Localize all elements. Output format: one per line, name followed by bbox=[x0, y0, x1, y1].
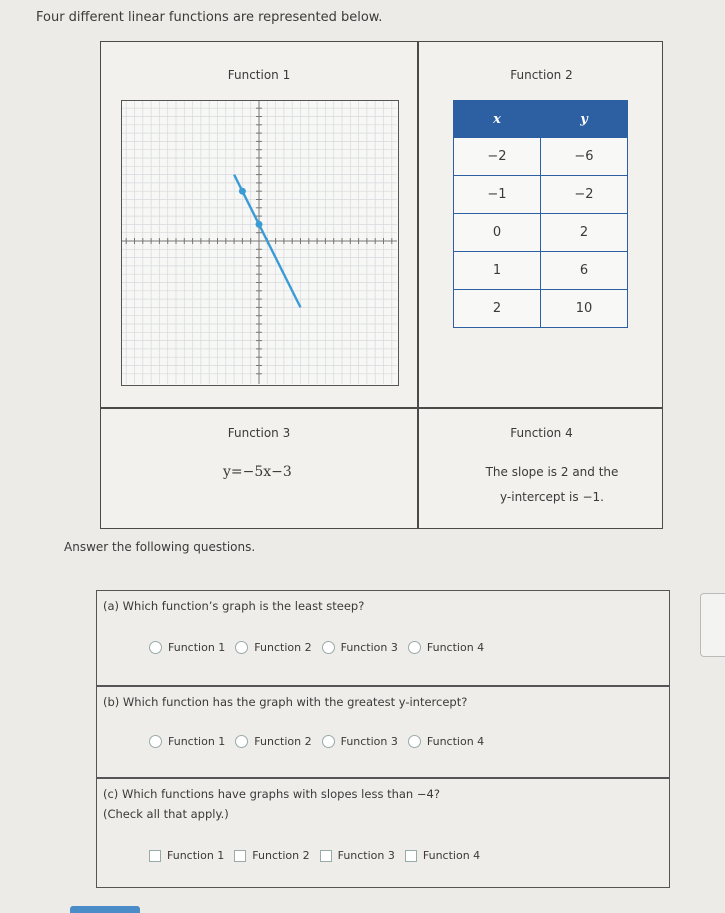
option-label: Function 4 bbox=[422, 849, 481, 862]
radio-button[interactable] bbox=[235, 735, 248, 748]
qc-option-4[interactable] bbox=[405, 849, 480, 862]
option-label: Function 2 bbox=[254, 641, 312, 654]
qa-option-2[interactable] bbox=[235, 641, 311, 654]
table-cell-y: −2 bbox=[541, 176, 628, 214]
qc-option-2[interactable] bbox=[234, 849, 309, 862]
table-cell-y: −6 bbox=[541, 138, 628, 176]
side-panel-tab[interactable] bbox=[700, 593, 725, 657]
function4-description bbox=[447, 460, 657, 510]
question-b-options bbox=[149, 735, 488, 748]
table-row bbox=[454, 176, 628, 214]
checkbox[interactable] bbox=[320, 850, 332, 862]
qb-option-4[interactable] bbox=[408, 735, 484, 748]
table-cell-y: 10 bbox=[541, 290, 628, 328]
table-cell-x: 1 bbox=[454, 252, 541, 290]
radio-button[interactable] bbox=[322, 735, 335, 748]
function3-equation: y=−5x−3 bbox=[223, 464, 292, 480]
qa-option-4[interactable] bbox=[408, 641, 484, 654]
table-row bbox=[454, 252, 628, 290]
option-label: Function 4 bbox=[426, 641, 485, 654]
function1-title: Function 1 bbox=[227, 68, 291, 82]
option-label: Function 3 bbox=[340, 735, 398, 748]
table-header-x: x bbox=[454, 101, 541, 138]
table-row bbox=[454, 290, 628, 328]
bottom-button[interactable] bbox=[70, 906, 140, 913]
checkbox[interactable] bbox=[405, 850, 417, 862]
table-cell-x: −1 bbox=[454, 176, 541, 214]
questions-box bbox=[96, 590, 670, 888]
function1-graph-svg bbox=[122, 101, 397, 384]
function1-point bbox=[256, 221, 263, 228]
checkbox[interactable] bbox=[234, 850, 246, 862]
option-label: Function 2 bbox=[252, 849, 310, 862]
table-cell-x: 0 bbox=[454, 214, 541, 252]
question-c-options bbox=[149, 849, 484, 862]
qc-option-3[interactable] bbox=[320, 849, 395, 862]
answer-header: Answer the following questions. bbox=[64, 540, 256, 554]
radio-button[interactable] bbox=[408, 641, 421, 654]
option-label: Function 2 bbox=[254, 735, 312, 748]
intro-text: Four different linear functions are represented below. bbox=[36, 10, 383, 25]
question-separator bbox=[97, 685, 669, 687]
grid-divider-horizontal bbox=[101, 407, 662, 409]
checkbox[interactable] bbox=[149, 850, 161, 862]
radio-button[interactable] bbox=[235, 641, 248, 654]
qa-option-3[interactable] bbox=[322, 641, 398, 654]
qa-option-1[interactable] bbox=[149, 641, 225, 654]
functions-grid bbox=[100, 41, 663, 529]
function2-table bbox=[453, 100, 628, 328]
question-separator bbox=[97, 777, 669, 779]
table-cell-x: 2 bbox=[454, 290, 541, 328]
function1-point bbox=[239, 188, 246, 195]
table-cell-x: −2 bbox=[454, 138, 541, 176]
function2-title: Function 2 bbox=[510, 68, 573, 82]
table-row bbox=[454, 214, 628, 252]
qb-option-2[interactable] bbox=[235, 735, 311, 748]
function4-title: Function 4 bbox=[510, 426, 573, 440]
qc-option-1[interactable] bbox=[149, 849, 224, 862]
radio-button[interactable] bbox=[322, 641, 335, 654]
function1-graph bbox=[121, 100, 399, 386]
table-row bbox=[454, 138, 628, 176]
radio-button[interactable] bbox=[149, 735, 162, 748]
question-c-subtext: (Check all that apply.) bbox=[103, 807, 229, 821]
question-c-text: (c) Which functions have graphs with slopes less than −4? bbox=[103, 787, 440, 801]
radio-button[interactable] bbox=[408, 735, 421, 748]
option-label: Function 1 bbox=[168, 735, 226, 748]
question-a-text: (a) Which function’s graph is the least steep? bbox=[103, 599, 365, 613]
radio-button[interactable] bbox=[149, 641, 162, 654]
option-label: Function 4 bbox=[426, 735, 485, 748]
option-label: Function 3 bbox=[337, 849, 395, 862]
function3-title: Function 3 bbox=[227, 426, 291, 440]
table-header-y: y bbox=[541, 101, 628, 138]
option-label: Function 3 bbox=[340, 641, 398, 654]
qb-option-3[interactable] bbox=[322, 735, 398, 748]
grid-divider-vertical bbox=[417, 42, 419, 528]
option-label: Function 1 bbox=[167, 849, 225, 862]
question-a-options bbox=[149, 641, 488, 654]
question-b-text: (b) Which function has the graph with the greatest y-intercept? bbox=[103, 695, 468, 709]
table-cell-y: 6 bbox=[541, 252, 628, 290]
function4-line1: The slope is 2 and the bbox=[485, 465, 619, 479]
option-label: Function 1 bbox=[168, 641, 226, 654]
function4-line2: y-intercept is −1. bbox=[500, 490, 604, 504]
table-cell-y: 2 bbox=[541, 214, 628, 252]
qb-option-1[interactable] bbox=[149, 735, 225, 748]
